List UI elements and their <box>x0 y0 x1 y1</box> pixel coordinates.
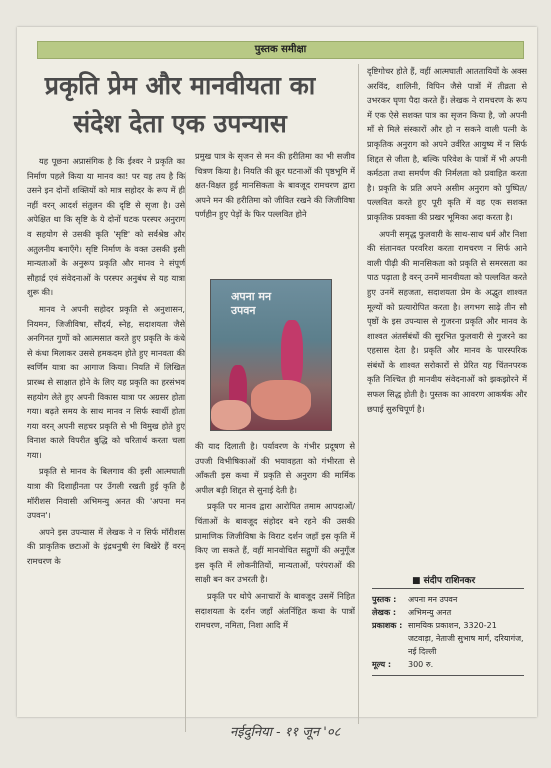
paragraph: दृष्टिगोचर होते हैं, वहीं आत्मघाती आततायियों के अक्स अरविंद, शालिनी, विपिन जैसे पात्रों में तीव्रता से उभरकर घृणा पैदा करते हैं। लेखक ने रामचरण के रूप में एक ऐसे सशक्त पात्र का सृजन किया है, जो अपनी माँ से मिले संस्कारों और हो न सकने वाली पत्नी के प्राकृतिक अनुराग को अपने उर्वरित आयुष्य में न सिर्फ शिद्दत से जीता है, बल्कि परिवेश के पात्रों में भी अपनी कर्मठता तथा समर्पण की निर्मलता को प्रवाहित करता है। प्रकृति के प्रति अपने असीम अनुराग को पुष्पित/पल्लवित करते हुए पूरी कृति में वह एक सशक्त प्राकृतिक प्रवक्ता की प्रखर भूमिका अदा करता है। <box>367 66 527 222</box>
paragraph: प्रकृति पर थोपे अनाचारों के बावजूद उसमें निहित सदाशयता के दर्शन जहाँ अंतर्निहित कथा के पात्रों रामचरण, नमिता, निशा आदि में <box>195 590 355 631</box>
newspaper-clipping <box>17 27 537 717</box>
column-divider <box>185 172 186 732</box>
paragraph: यह पूछना अप्रासंगिक है कि ईश्वर ने प्रकृति का निर्माण पहले किया या मानव का! पर यह तय है कि उसने इन दोनों शक्तियों को मात्र सहोदर के रूप में ही नहीं वरन् आदर्श संतुलन की दृष्टि से सृजा है। उसे अपेक्षित था कि सृष्टि के ये दोनों घटक परस्पर अनुराग व सहयोग से उसकी कृति 'सृष्टि' को सर्वश्रेष्ठ और अतुलनीय बनाएँगे। सृष्टि निर्माण के वक्त उसकी इसी मान्यताओं के अनुरूप प्रकृति और मानव ने संपूर्ण सौहार्द्र एवं संवेदनाओं के परस्पर अनुबंध से यह यात्रा शुरू की। <box>27 156 185 298</box>
article-column-2-bottom <box>195 439 355 739</box>
book-info-box <box>372 588 524 676</box>
info-row: पुस्तक : अपना मन उपवन <box>372 595 458 604</box>
info-row: प्रकाशक : सामयिक प्रकाशन, 3320-21 जटवाड़ा, नेताजी सुभाष मार्ग, दरियागंज, नई दिल्ली <box>372 621 524 656</box>
book-cover-image <box>210 279 332 431</box>
paragraph: प्रमुख पात्र के सृजन से मन की हरीतिमा का भी सजीव चित्रण किया है। नियति की क्रूर घटनाओं की पृष्ठभूमि में क्षत-विक्षत हुई मानसिकता के बावजूद रामचरण द्वारा अपने मन की हरीतिमा को जीवित रखने की जिजीविषा पर्णहीन हुए पेड़ों के फिर पल्लवित होने <box>195 151 355 220</box>
article-column-2-top <box>195 149 355 271</box>
article-column-3 <box>367 64 527 566</box>
author-byline: ■ संदीप राशिनकर <box>412 576 476 586</box>
flower-shape <box>211 400 251 430</box>
handwritten-source-note: नईदुनिया - ११ जून '०८ <box>230 725 341 740</box>
article-column-1 <box>27 154 185 734</box>
flower-shape <box>251 380 311 420</box>
info-row: लेखक : अभिमन्यु अनत <box>372 608 452 617</box>
book-cover-title: अपना मन उपवन <box>231 290 272 317</box>
info-row: मूल्य : 300 रु. <box>372 660 434 669</box>
column-divider <box>358 64 359 724</box>
paragraph: की याद दिलाती है। पर्यावरण के गंभीर प्रदूषण से उपजी विभीषिकाओं की भयावहता को गंभीरता से आँकती इस कथा में प्रकृति से अनुराग की मार्मिक अपील बड़ी शिद्दत से सुनाई देती है। <box>195 441 355 495</box>
headline: प्रकृति प्रेम और मानवीयता का संदेश देता एक उपन्यास <box>44 71 316 138</box>
paragraph: प्रकृति पर मानव द्वारा आरोपित तमाम आपदाओं/चिंताओं के बावजूद संहोदर बने रहने की उसकी प्रामाणिक जिजीविषा के विराट दर्शन जहाँ इस कृति में किए जा सकते हैं, वहीं मानवोचित सद्गुणों की अनुगूँज इस कृति में लोकनीतियों, मान्यताओं, परंपराओं की साक्षी बन कर उभरती है। <box>195 501 355 585</box>
paragraph: प्रकृति से मानव के बिलगाव की इसी आत्मघाती यात्रा की दिशाहीनता पर उँगली रखती हुई कृति है मॉरीशस निवासी अभिमन्यु अनत की 'अपना मन उपवन'। <box>27 466 185 521</box>
paragraph: मानव ने अपनी सहोदर प्रकृति से अनुशासन, नियमन, जिजीविषा, सौंदर्य, स्नेह, सदाशयता जैसे अनगिनत गुणों को आत्मसात करते हुए प्रकृति के कंधे से कंधा मिलाकर उससे हमकदम होते हुए मानवता की स्वर्णिम यात्रा का आगाज किया। नियति में लिखित प्रारब्ध से साक्षात होने के लिए यह प्रकृति का हरसंभव सहयोग लेते हुए अपनी विकास यात्रा पर अग्रसर होता गया। बढ़ते समय के साथ मानव न सिर्फ स्वार्थी होता गया वरन् अपनी सहचर प्रकृति से भी विमुख होते हुए विनाश काले विपरीत बुद्धि को चरितार्थ करता चला गया। <box>27 303 185 460</box>
section-header: पुस्तक समीक्षा <box>37 41 524 59</box>
paragraph: अपनी समृद्ध फुलवारी के साथ-साथ धर्म और निशा की संतानवत परवरिश करता रामचरण न सिर्फ आने वाली पीढ़ी की मानसिकता को प्रकृति से समरसता का पाठ पढ़ाता है वरन् उनमें मानवीयता को पल्लवित करते हुए उनमें सहजता, सदाशयता प्रेम के अद्भुत शाश्वत मूल्यों को प्रत्यारोपित करता है। लगभग साढ़े तीन सौ पृष्ठों के इस उपन्यास से गुजरना प्रकृति और मानव के शाश्वत अंतर्संबंधों की सुरभित फुलवारी से गुजरने का एहसास देता है। प्रकृति और मानव के पारस्परिक संबंधों के शाश्वत सरोकारों से प्रेरित यह चिंतनपरक कृति निश्चित ही मानवीय संवेदनाओं को झकझोरने में सफल सिद्ध होती है। पुस्तक का आवरण आकर्षक और छपाई सुरुचिपूर्ण है। <box>367 228 527 414</box>
paragraph: अपने इस उपन्यास में लेखक ने न सिर्फ मॉरीशस की प्राकृतिक छटाओं के इंद्रधनुषी रंग बिखेरे हैं वरन् रामचरण के <box>27 526 185 567</box>
